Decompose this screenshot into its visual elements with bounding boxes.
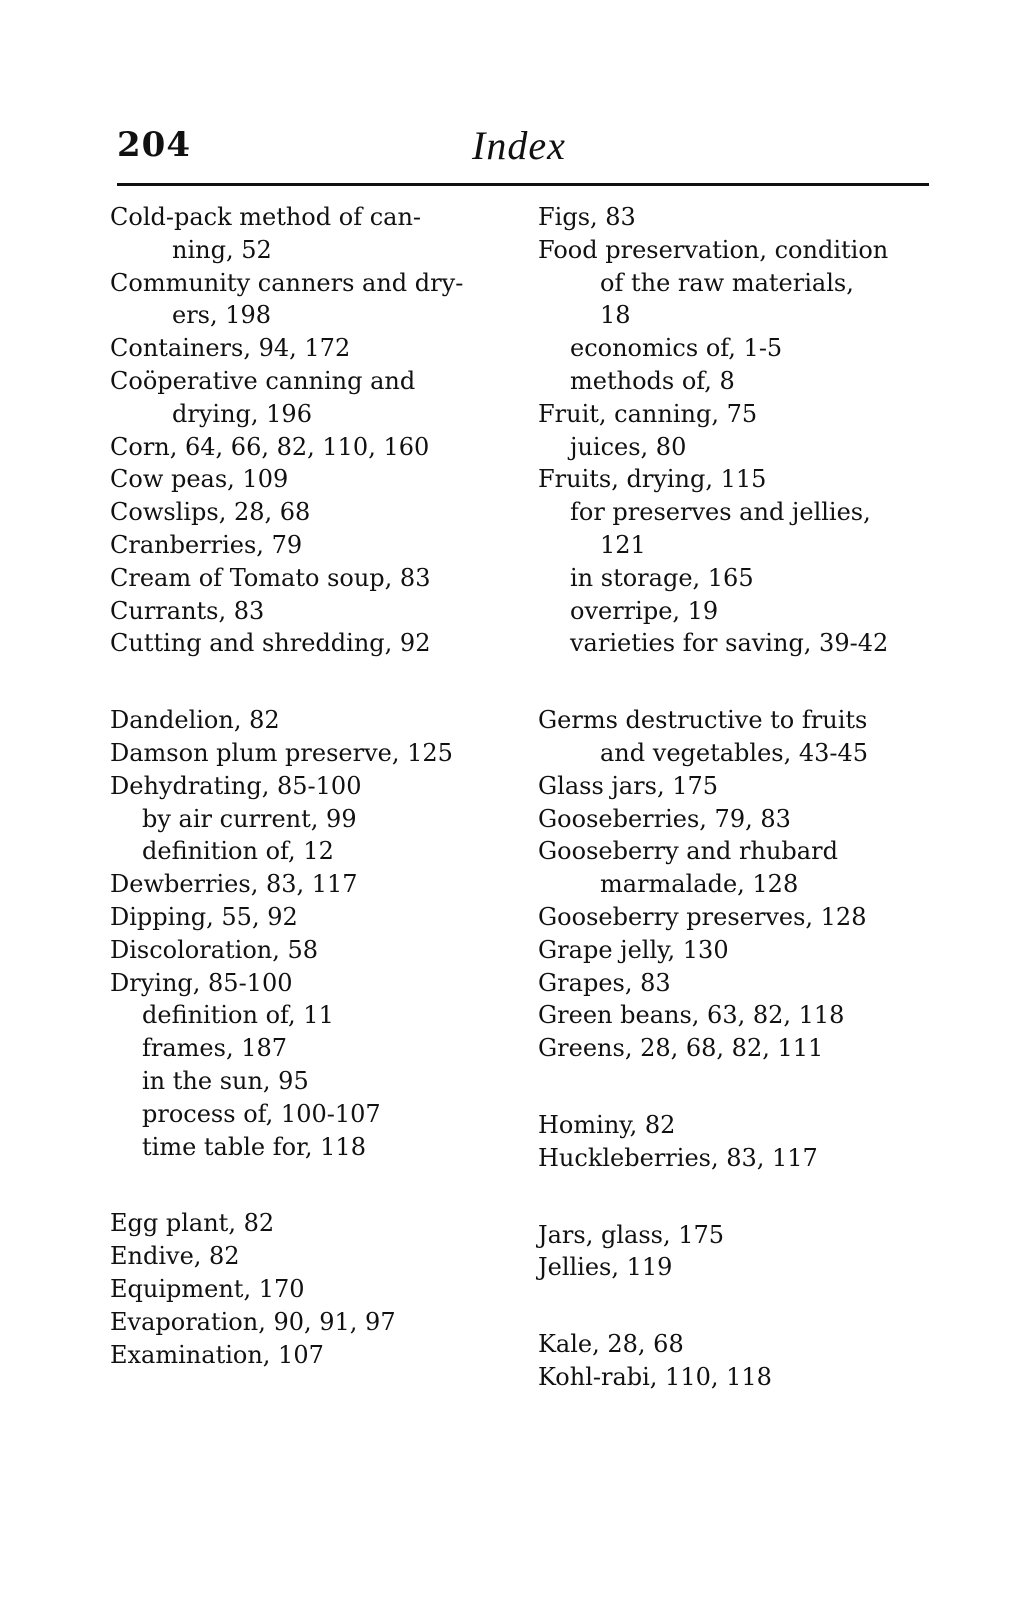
index-entry: Grape jelly, 130 (538, 935, 729, 964)
index-entry: Dehydrating, 85-100 (110, 771, 362, 800)
index-entry: Fruit, canning, 75 (538, 399, 758, 428)
index-entry: Jellies, 119 (538, 1253, 673, 1282)
index-subentry: definition of, 12 (142, 837, 334, 866)
index-entry: Discoloration, 58 (110, 935, 319, 964)
index-entry: Corn, 64, 66, 82, 110, 160 (110, 432, 430, 461)
index-subentry: process of, 100-107 (142, 1099, 381, 1128)
index-subentry: in the sun, 95 (142, 1066, 309, 1095)
index-subentry: overripe, 19 (570, 596, 719, 625)
index-subentry: frames, 187 (142, 1034, 288, 1063)
index-entry: Dewberries, 83, 117 (110, 870, 358, 899)
section-gap (110, 660, 530, 704)
index-subentry: definition of, 11 (142, 1001, 334, 1030)
index-entry: Figs, 83 (538, 203, 636, 231)
index-entry-continuation: drying, 196 (172, 399, 312, 428)
index-section (538, 201, 958, 660)
index-entry-continuation: ers, 198 (172, 301, 272, 330)
index-entry: Cranberries, 79 (110, 530, 303, 559)
left-index-column (110, 201, 530, 1371)
index-entry: Cutting and shredding, 92 (110, 629, 431, 658)
index-subentry: for preserves and jellies, (570, 498, 871, 527)
page-number: 204 (117, 125, 191, 165)
index-entry: Kale, 28, 68 (538, 1330, 684, 1359)
index-entry-continuation: marmalade, 128 (600, 870, 799, 899)
index-entry: Food preservation, condition (538, 235, 889, 264)
index-entry: Dipping, 55, 92 (110, 902, 298, 931)
index-section (538, 704, 958, 1065)
index-entry: Cream of Tomato soup, 83 (110, 563, 431, 592)
section-gap (538, 660, 958, 704)
index-entry: Gooseberry preserves, 128 (538, 902, 867, 931)
right-index-column (538, 201, 958, 1394)
index-entry: Damson plum preserve, 125 (110, 738, 453, 767)
index-entry: Gooseberry and rhubard (538, 837, 838, 866)
index-entry: Fruits, drying, 115 (538, 465, 767, 494)
index-entry: Grapes, 83 (538, 968, 671, 997)
index-entry: Kohl-rabi, 110, 118 (538, 1362, 772, 1391)
index-entry: Equipment, 170 (110, 1274, 305, 1303)
index-entry: Cow peas, 109 (110, 465, 289, 494)
index-subentry: economics of, 1-5 (570, 334, 783, 363)
index-entry: Germs destructive to fruits (538, 706, 868, 735)
index-entry: Huckleberries, 83, 117 (538, 1143, 818, 1172)
index-entry: Glass jars, 175 (538, 771, 719, 800)
index-entry: Dandelion, 82 (110, 706, 280, 735)
index-section (538, 1328, 958, 1394)
index-subentry: by air current, 99 (142, 804, 357, 833)
index-entry-continuation: and vegetables, 43-45 (600, 738, 869, 767)
index-entry: Containers, 94, 172 (110, 334, 351, 363)
section-gap (538, 1065, 958, 1109)
index-entry: Community canners and dry- (110, 268, 464, 297)
index-entry-continuation: 18 (600, 301, 631, 330)
index-subentry: juices, 80 (570, 432, 687, 461)
section-gap (538, 1175, 958, 1219)
index-entry: Endive, 82 (110, 1242, 240, 1271)
index-entry: Hominy, 82 (538, 1110, 676, 1139)
index-entry-continuation: 121 (600, 530, 646, 559)
header-rule (117, 183, 929, 186)
running-head: Index (472, 123, 566, 168)
index-subentry: in storage, 165 (570, 563, 754, 592)
index-entry: Green beans, 63, 82, 118 (538, 1001, 845, 1030)
index-subentry: time table for, 118 (142, 1132, 366, 1161)
index-entry: Coöperative canning and (110, 366, 416, 395)
index-section (110, 201, 530, 660)
section-gap (538, 1284, 958, 1328)
index-entry: Greens, 28, 68, 82, 111 (538, 1034, 824, 1063)
index-subentry: methods of, 8 (570, 366, 735, 395)
index-entry: Gooseberries, 79, 83 (538, 804, 791, 833)
index-section (110, 704, 530, 1163)
section-gap (110, 1163, 530, 1207)
index-entry: Evaporation, 90, 91, 97 (110, 1307, 396, 1336)
index-entry: Egg plant, 82 (110, 1209, 275, 1238)
index-entry-continuation: of the raw materials, (600, 268, 854, 297)
index-entry-continuation: ning, 52 (172, 235, 272, 264)
index-entry: Cowslips, 28, 68 (110, 498, 311, 527)
index-entry: Examination, 107 (110, 1340, 324, 1369)
index-section (110, 1207, 530, 1371)
index-subentry: varieties for saving, 39-42 (570, 629, 889, 658)
index-entry: Jars, glass, 175 (538, 1220, 725, 1249)
index-entry: Drying, 85-100 (110, 968, 293, 997)
index-entry: Currants, 83 (110, 596, 265, 625)
index-section (538, 1219, 958, 1285)
index-section (538, 1109, 958, 1175)
index-entry: Cold-pack method of can- (110, 203, 422, 231)
